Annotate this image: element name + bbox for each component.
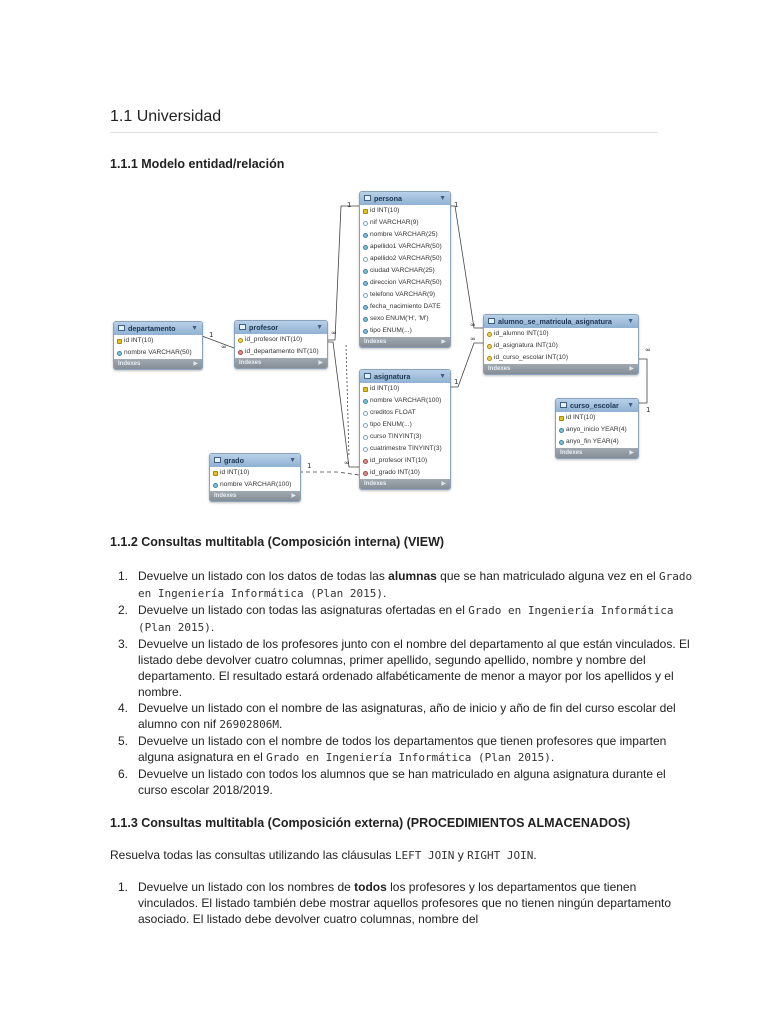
table-alumno-se-matricula-asignatura: alumno_se_matricula_asignatura ▼ id_alumno INT(10) id_asignatura INT(10) id_curso_escolar INT(10) Indexes ▶ <box>483 314 639 375</box>
list-item: Devuelve un listado con los nombres de todos los profesores y los departamentos que tienen vinculados. El listado también debe mostrar aquellos profesores que no tienen ningún departamento asociado. El listado debe devolver cuatro columnas, nombre del <box>138 880 672 926</box>
column-icon <box>363 269 368 274</box>
card-one: 1 <box>454 378 459 386</box>
table-asignatura: asignatura ▼ id INT(10) nombre VARCHAR(100) creditos FLOAT tipo ENUM(...) curso TINYINT(3) cuatrimestre TINYINT(3) id_profesor INT(10) id_grado INT(10) Indexes ▶ <box>359 369 451 490</box>
primary-key-icon <box>213 471 218 476</box>
column-icon <box>363 423 368 428</box>
column-icon <box>363 329 368 334</box>
card-many: ∞ <box>645 346 651 354</box>
table-curso-escolar: curso_escolar ▼ id INT(10) anyo_inicio YEAR(4) anyo_fin YEAR(4) Indexes ▶ <box>555 398 639 459</box>
section-divider <box>110 132 658 133</box>
primary-key-icon <box>363 387 368 392</box>
primary-key-icon <box>117 339 122 344</box>
list-item: Devuelve un listado con el nombre de todos los departamentos que tienen profesores que imparten alguna asignatura en el Grado en Ingeniería Informática (Plan 2015). <box>138 734 667 764</box>
column-icon <box>363 257 368 262</box>
foreign-key-icon <box>363 471 368 476</box>
column-icon <box>117 351 122 356</box>
column-icon <box>363 293 368 298</box>
table-header: persona ▼ <box>360 192 450 205</box>
card-one: 1 <box>454 201 459 209</box>
foreign-key-icon <box>363 459 368 464</box>
rel-grado-asignatura <box>299 472 359 475</box>
query-list-outer-join <box>110 879 698 927</box>
column-icon <box>363 305 368 310</box>
card-one: 1 <box>347 201 352 209</box>
subsection-heading-outer-join: 1.1.3 Consultas multitabla (Composición externa) (PROCEDIMIENTOS ALMACENADOS) <box>110 816 631 830</box>
list-item: Devuelve un listado con todos los alumnos que se han matriculado en alguna asignatura durante el curso escolar 2018/2019. <box>138 767 666 797</box>
card-one: 1 <box>646 406 651 414</box>
query-list-inner-join <box>110 568 698 798</box>
rel-profesor-persona <box>326 206 359 340</box>
column-icon <box>363 281 368 286</box>
card-many: ∞ <box>344 459 350 467</box>
primary-foreign-key-icon <box>238 338 243 343</box>
column-icon <box>559 440 564 445</box>
card-one: 1 <box>209 331 214 339</box>
rel-departamento-profesor <box>202 336 234 348</box>
primary-foreign-key-icon <box>487 356 492 361</box>
rel-profesor-asignatura <box>326 342 359 467</box>
section-title: 1.1 Universidad <box>110 108 222 125</box>
table-grado: grado ▼ id INT(10) nombre VARCHAR(100) Indexes ▶ <box>209 453 301 502</box>
card-many: ∞ <box>221 343 227 351</box>
column-icon <box>363 317 368 322</box>
column-icon <box>363 399 368 404</box>
column-icon <box>213 483 218 488</box>
primary-foreign-key-icon <box>487 332 492 337</box>
column-icon <box>363 245 368 250</box>
list-item: Devuelve un listado con los datos de todas las alumnas que se han matriculado alguna vez en el Grado en Ingeniería Informática (Plan 2015). <box>138 569 693 600</box>
list-item: Devuelve un listado de los profesores junto con el nombre del departamento al que están vinculados. El listado debe devolver cuatro columnas, primer apellido, segundo apellido, nombre y nombre del departamento. El resultado estará ordenado alfabéticamente de menor a mayor por los apellidos y el nombre. <box>138 637 690 699</box>
er-diagram <box>105 185 665 505</box>
column-icon <box>363 221 368 226</box>
rel-aux-dashed <box>346 345 349 457</box>
instructions-paragraph: Resuelva todas las consultas utilizando las cláusulas LEFT JOIN y RIGHT JOIN. <box>110 848 537 862</box>
list-item: Devuelve un listado con el nombre de las asignaturas, año de inicio y año de fin del curso escolar del alumno con nif 26902806M. <box>138 701 676 731</box>
table-header: asignatura ▼ <box>360 370 450 383</box>
primary-key-icon <box>559 416 564 421</box>
card-one: 1 <box>307 462 312 470</box>
table-header: curso_escolar ▼ <box>556 399 638 412</box>
table-header: alumno_se_matricula_asignatura ▼ <box>484 315 638 328</box>
primary-foreign-key-icon <box>487 344 492 349</box>
table-persona: persona ▼ id INT(10) nif VARCHAR(9) nombre VARCHAR(25) apellido1 VARCHAR(50) apellido2 VARCHAR(50) ciudad VARCHAR(25) direccion VARCHAR(50) telefono VARCHAR(9) fecha_nacimiento DATE sexo ENUM('H', 'M') tipo ENUM(...) Indexes ▶ <box>359 191 451 348</box>
card-many: ∞ <box>470 335 476 343</box>
rel-persona-alumno <box>449 206 483 328</box>
table-header: departamento ▼ <box>114 322 202 335</box>
card-many: ∞ <box>470 321 476 329</box>
column-icon <box>363 411 368 416</box>
card-many: ∞ <box>331 329 337 337</box>
table-profesor: profesor ▼ id_profesor INT(10) id_departamento INT(10) Indexes ▶ <box>234 320 328 369</box>
table-header: grado ▼ <box>210 454 300 467</box>
column-icon <box>363 435 368 440</box>
column-icon <box>363 447 368 452</box>
foreign-key-icon <box>238 350 243 355</box>
list-item: Devuelve un listado con todas las asignaturas ofertadas en el Grado en Ingeniería Informática (Plan 2015). <box>138 603 674 634</box>
subsection-heading-er-model: 1.1.1 Modelo entidad/relación <box>110 157 285 171</box>
subsection-heading-inner-join: 1.1.2 Consultas multitabla (Composición interna) (VIEW) <box>110 535 445 549</box>
primary-key-icon <box>363 209 368 214</box>
column-icon <box>363 233 368 238</box>
table-header: profesor ▼ <box>235 321 327 334</box>
table-departamento: departamento ▼ id INT(10) nombre VARCHAR(50) Indexes ▶ <box>113 321 203 370</box>
column-icon <box>559 428 564 433</box>
